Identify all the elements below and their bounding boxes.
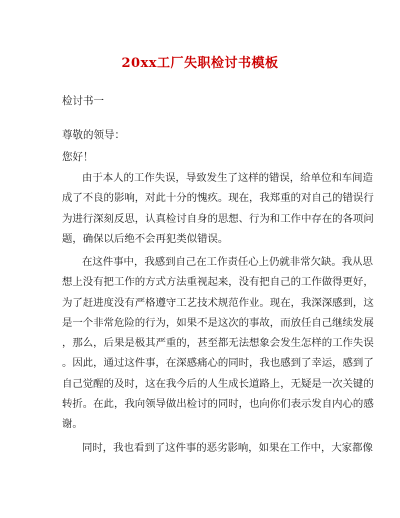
paragraph-2 [62, 252, 374, 435]
paragraph-1 [62, 168, 374, 249]
paragraph-line: 自己觉醒的及时，这在我今后的人生成长道路上，无疑是一次关键的 [62, 377, 374, 390]
paragraph-line: 题，确保以后绝不会再犯类似错误。 [62, 232, 229, 245]
paragraph-line: 为了赶进度没有严格遵守工艺技术规范作业。现在，我深深感到，这 [62, 296, 374, 309]
greeting: 您好！ [62, 151, 94, 163]
paragraph-line: ，那么，后果是极其严重的，甚至都无法想象会发生怎样的工作失误 [62, 337, 374, 350]
paragraph-line: 成了不良的影响，对此十分的愧疚。现在，我郑重的对自己的错误行 [62, 192, 374, 205]
document-subheading: 检讨书一 [62, 95, 104, 107]
paragraph-3 [62, 438, 373, 458]
salutation: 尊敬的领导： [62, 129, 125, 141]
paragraph-line: 在这件事中，我感到自己在工作责任心上仍就非常欠缺。我从思 [82, 256, 373, 268]
paragraph-line: 同时，我也看到了这件事的恶劣影响，如果在工作中，大家都像 [82, 442, 373, 454]
paragraph-line: 谢。 [62, 418, 83, 431]
paragraph-line: 想上没有把工作的方式方法重视起来，没有把自己的工作做得更好， [62, 276, 374, 289]
paragraph-line: 转折。在此，我向领导做出检讨的同时，也向你们表示发自内心的感 [62, 398, 374, 411]
paragraph-line: 是一个非常危险的行为，如果不是这次的事故，而放任自己继续发展 [62, 316, 374, 329]
document-title: 20xx工厂失职检讨书模板 [121, 56, 279, 71]
paragraph-line: 由于本人的工作失误，导致发生了这样的错误，给单位和车间造 [82, 172, 373, 184]
paragraph-line: 为进行深刻反思，认真检讨自身的思想、行为和工作中存在的各项问 [62, 212, 374, 225]
paragraph-line: 。因此，通过这件事，在深感痛心的同时，我也感到了幸运，感到了 [62, 357, 374, 370]
